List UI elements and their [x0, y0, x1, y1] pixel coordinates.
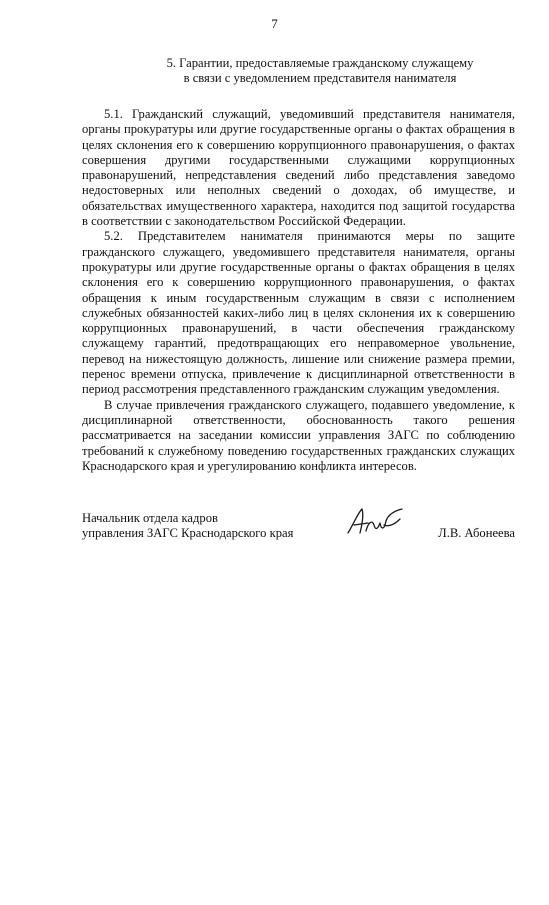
page-number: 7: [271, 16, 278, 31]
section-heading-line2: в связи с уведомлением представителя нанимателя: [183, 71, 457, 85]
handwritten-signature: [344, 505, 406, 539]
paragraph-5-1: 5.1. Гражданский служащий, уведомивший представителя нанимателя, органы прокуратуры или другие государственные органы о фактах обращения в целях склонения его к совершению коррупционного правонарушения, о фактах совершения другими государственными служащими коррупционных правонарушений, непредставления сведений либо представления заведомо недостоверных или неполных сведений о доходах, об имуществе, и обязательствах имущественного характера, находится под защитой государства в соответствии с законодательством Российской Федерации.: [82, 107, 515, 229]
section-heading: [130, 56, 510, 86]
document-body: [82, 107, 515, 474]
signature-block: [82, 511, 515, 551]
paragraph-5-2: 5.2. Представителем нанимателя принимаются меры по защите гражданского служащего, уведомившего представителя нанимателя, органы прокуратуры или другие государственные органы о фактах обращения в целях склонения его к совершению коррупционного правонарушения, о фактах обращения к иным государственным служащим в связи с исполнением служебных обязанностей каких-либо лиц в целях склонения их к совершению коррупционных правонарушений, в части обеспечения гражданскому служащему гарантий, предотвращающих его неправомерное увольнение, перевод на нижестоящую должность, лишение или снижение размера премии, перенос времени отпуска, привлечение к дисциплинарной ответственности в период рассмотрения представленного гражданским служащим уведомления.: [82, 229, 515, 397]
signatory-position: [82, 511, 293, 542]
section-heading-line1: 5. Гарантии, предоставляемые гражданскому служащему: [166, 56, 474, 70]
paragraph-disciplinary: В случае привлечения гражданского служащего, подавшего уведомление, к дисциплинарной ответственности, обоснованность такого решения рассматривается на заседании комиссии управления ЗАГС по соблюдению требований к служебному поведению государственных гражданских служащих Краснодарского края и урегулированию конфликта интересов.: [82, 397, 515, 473]
signatory-name: Л.В. Абонеева: [438, 526, 515, 540]
signatory-position-line1: Начальник отдела кадров: [82, 511, 218, 525]
signatory-position-line2: управления ЗАГС Краснодарского края: [82, 526, 294, 541]
